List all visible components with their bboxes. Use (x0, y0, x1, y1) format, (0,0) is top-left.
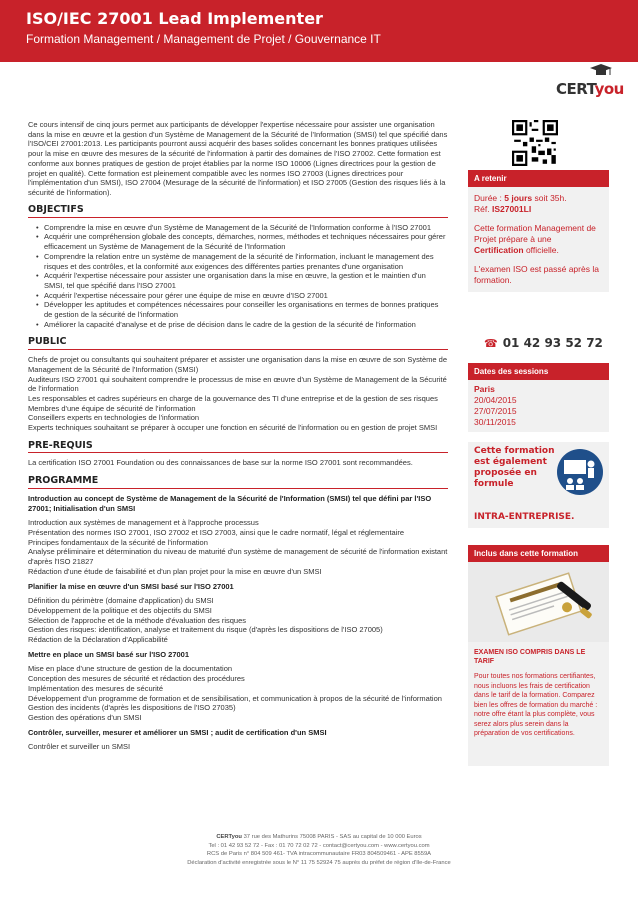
programme-line: Développement d'un programme de formation et de sensibilisation, et communication à propos de la sécurité de l'information (28, 693, 442, 703)
public-line: Auditeurs ISO 27001 qui souhaitent comprendre le processus de mise en œuvre d'un Système de Management de la Sécurité de l'information (28, 374, 447, 394)
programme-line: Conception des mesures de sécurité et rédaction des procédures (28, 674, 245, 684)
retenir-panel (468, 170, 609, 292)
certification-image (468, 562, 609, 642)
session-city: Paris (474, 384, 495, 394)
list-item: • Améliorer la capacité d'analyse et de prise de décision dans le cadre de la gestion de la sécurité de l'information (36, 320, 448, 330)
retenir-body (468, 187, 609, 292)
programme-line: Sélection de l'approche et de la méthode d'évaluation des risques (28, 615, 247, 625)
footer-line-1 (0, 833, 638, 842)
public-text (28, 355, 448, 433)
session-date[interactable]: 30/11/2015 (474, 417, 516, 427)
sessions-body (468, 380, 609, 432)
intro-text: Ce cours intensif de cinq jours permet aux participants de développer l'expertise nécessaire pour assister une organisation dans la mise en œuvre et la gestion d'un Système de Management de la Sécurité de l'Information (SMSI) tel que spécifié dans l'ISO/CEI 27001:2013. Les participants pourront aussi acquérir des bases solides concernant les bonnes pratiques utilisées pour la mise en œuvre des mesures de la sécurité de l'information à partir des domaines de l'ISO 27002. Cette formation est conforme aux bonnes pratiques de gestion de projet établies par la norme ISO 10006 (Lignes directrices pour la gestion de projet en qualité). Cette formation est pleinement compatible avec les normes ISO 27003 (Lignes directrices pour l'implémentation d'un SMSI), ISO 27004 (Mesurage de la sécurité de l'information) et ISO 27005 (Gestion des risques liés à la sécurité de l'information). (28, 120, 448, 197)
logo-suffix: you (594, 80, 624, 98)
qr-code-icon[interactable] (512, 120, 558, 166)
main-content (28, 120, 448, 752)
section-title-public: PUBLIC (28, 337, 448, 350)
ref-line (474, 204, 603, 215)
footer (0, 833, 638, 867)
programme-line: Analyse préliminaire et détermination du niveau de maturité d'un système de management de sécurité de l'information existant d'après l'ISO 21827 (28, 547, 448, 567)
programme-line: Implémentation des mesures de sécurité (28, 683, 164, 693)
public-line: Experts techniques souhaitant se préparer à occuper une fonction en sécurité de l'information ou en gestion de projet SMSI (28, 423, 438, 433)
classroom-icon (556, 448, 604, 498)
programme-line: Principes fondamentaux de la sécurité de l'information (28, 537, 208, 547)
programme-line: Rédaction de la Déclaration d'Applicabilité (28, 635, 168, 645)
footer-line-4: Déclaration d'activité enregistrée sous le N° 11 75 52924 75 auprès du préfet de région d'Ile-de-France (187, 859, 451, 866)
programme-line: Définition du périmètre (domaine d'application) du SMSI (28, 596, 214, 606)
cert-line (474, 223, 603, 256)
ref-label: Réf. (474, 204, 492, 214)
inclus-body (468, 642, 609, 766)
intra-panel (468, 442, 609, 528)
session-date[interactable]: 27/07/2015 (474, 406, 517, 416)
public-line: Les responsables et cadres supérieurs en charge de la gouvernance des TI d'une entreprise et de la gestion de ses risques (28, 393, 438, 403)
session-date[interactable]: 20/04/2015 (474, 395, 517, 405)
inclus-title: Inclus dans cette formation (468, 545, 609, 562)
list-item: • Comprendre la relation entre un système de management de la sécurité de l'information, incluant le management des risques et des contrôles, et la conformité aux exigences des différentes parties prenantes d'une organisation (36, 252, 448, 271)
programme-heading: Introduction au concept de Système de Management de la Sécurité de l'Information (SMSI) tel que défini par l'ISO 27001; Initialisation d'un SMSI (28, 493, 432, 513)
public-line: Membres d'une équipe de sécurité de l'information (28, 403, 196, 413)
programme-line: Contrôler et surveiller un SMSI (28, 742, 131, 752)
section-title-objectifs: OBJECTIFS (28, 205, 448, 218)
programme-line: Introduction aux systèmes de management et à l'approche processus (28, 518, 259, 528)
list-item: • Acquérir l'expertise nécessaire pour assister une organisation dans la mise en œuvre, la gestion et le maintien d'un SMSI, tel que spécifié dans l'ISO 27001 (36, 271, 448, 290)
footer-address: 37 rue des Mathurins 75008 PARIS - SAS au capital de 10 000 Euros (241, 834, 422, 840)
cert-bold: Certification (474, 245, 524, 255)
cert-text: Cette formation Management de Projet prépare à une (474, 223, 596, 244)
sessions-title: Dates des sessions (468, 363, 609, 380)
programme-line: Développement de la politique et des objectifs du SMSI (28, 605, 212, 615)
header-banner (0, 0, 638, 62)
phone-text: 01 42 93 52 72 (502, 336, 603, 350)
section-title-programme: PROGRAMME (28, 476, 448, 489)
ref-value: IS27001LI (491, 204, 532, 214)
programme-heading: Mettre en place un SMSI basé sur l'ISO 27001 (28, 649, 190, 659)
footer-line-2: Tel : 01 42 93 52 72 - Fax : 01 70 72 02 72 - contact@certyou.com - www.certyou.com (208, 842, 430, 849)
duree-suffix: soit 35h. (532, 193, 567, 203)
cert-suffix: officielle. (523, 245, 559, 255)
inclus-panel (468, 545, 609, 766)
intra-text: Cette formation est également proposée en formule (474, 446, 555, 489)
list-item: • Acquérir une compréhension globale des concepts, démarches, normes, méthodes et techniques nécessaires pour gérer efficacement un Système de Management de la Sécurité de l'Information (36, 232, 448, 251)
programme-line: Présentation des normes ISO 27001, ISO 27002 et ISO 27003, ainsi que le cadre normatif, légal et réglementaire (28, 527, 405, 537)
programme-heading: Planifier la mise en œuvre d'un SMSI basé sur l'ISO 27001 (28, 581, 234, 591)
inclus-exam-text: Pour toutes nos formations certifiantes, nous incluons les frais de certification dans le tarif de la formation. Comparez bien les offres de formation du marché : notre offre étant la plus complète, vous serez alors plus serein dans la préparation de vos certifications. (474, 673, 598, 737)
duree-line (474, 193, 603, 204)
inclus-exam-title: EXAMEN ISO COMPRIS DANS LE TARIF (474, 649, 586, 665)
programme-line: Rédaction d'une étude de faisabilité et d'un plan projet pour la mise en œuvre d'un SMSI (28, 566, 322, 576)
duree-label: Durée : (474, 193, 505, 203)
list-item: • Comprendre la mise en œuvre d'un Système de Management de la Sécurité de l'Information conforme à l'ISO 27001 (36, 223, 448, 233)
programme-line: Mise en place d'une structure de gestion de la documentation (28, 664, 233, 674)
programme-heading: Contrôler, surveiller, mesurer et améliorer un SMSI ; audit de certification d'un SMSI (28, 727, 327, 737)
duree-value: 5 jours (504, 193, 533, 203)
list-item: • Acquérir l'expertise nécessaire pour gérer une équipe de mise en œuvre d'ISO 27001 (36, 291, 448, 301)
objectifs-list (28, 223, 448, 330)
list-item: • Développer les aptitudes et compétences nécessaires pour conseiller les organisations en termes de bonnes pratiques de gestion de la sécurité de l'information (36, 300, 448, 319)
phone-icon: ☎ (484, 337, 498, 350)
phone-number[interactable] (484, 336, 604, 352)
programme-line: Gestion des risques: identification, analyse et traitement du risque (d'après les dispositions de l'ISO 27005) (28, 625, 383, 635)
graduation-cap-icon (590, 64, 612, 78)
prerequis-text: La certification ISO 27001 Foundation ou des connaissances de base sur la norme ISO 27001 sont recommandées. (28, 458, 413, 468)
footer-brand: CERTyou (216, 834, 242, 840)
page-subtitle: Formation Management / Management de Projet / Gouvernance IT (26, 32, 381, 46)
programme-line: Gestion des opérations d'un SMSI (28, 712, 142, 722)
footer-line-3: RCS de Paris n° 804 509 461- TVA intracommunautaire FR03 804509461 - APE 8559A (206, 851, 432, 858)
public-line: Conseillers experts en technologies de l'information (28, 413, 200, 423)
retenir-title: A retenir (468, 170, 609, 187)
logo-text (556, 80, 624, 98)
certyou-logo[interactable] (556, 64, 624, 104)
intra-bold: INTRA-ENTREPRISE. (474, 512, 575, 522)
public-line: Chefs de projet ou consultants qui souhaitent préparer et assister une organisation dans la mise en œuvre de son Système de Management de la Sécurité de l'Information (SMSI) (28, 355, 447, 374)
logo-prefix: CERT (556, 80, 595, 98)
sessions-panel (468, 363, 609, 432)
section-title-prerequis: PRE-REQUIS (28, 441, 448, 454)
programme-line: Gestion des incidents (d'après les dispositions de l'ISO 27035) (28, 703, 236, 713)
page-title: ISO/IEC 27001 Lead Implementer (26, 9, 323, 28)
exam-line: L'examen ISO est passé après la formation. (474, 264, 599, 285)
